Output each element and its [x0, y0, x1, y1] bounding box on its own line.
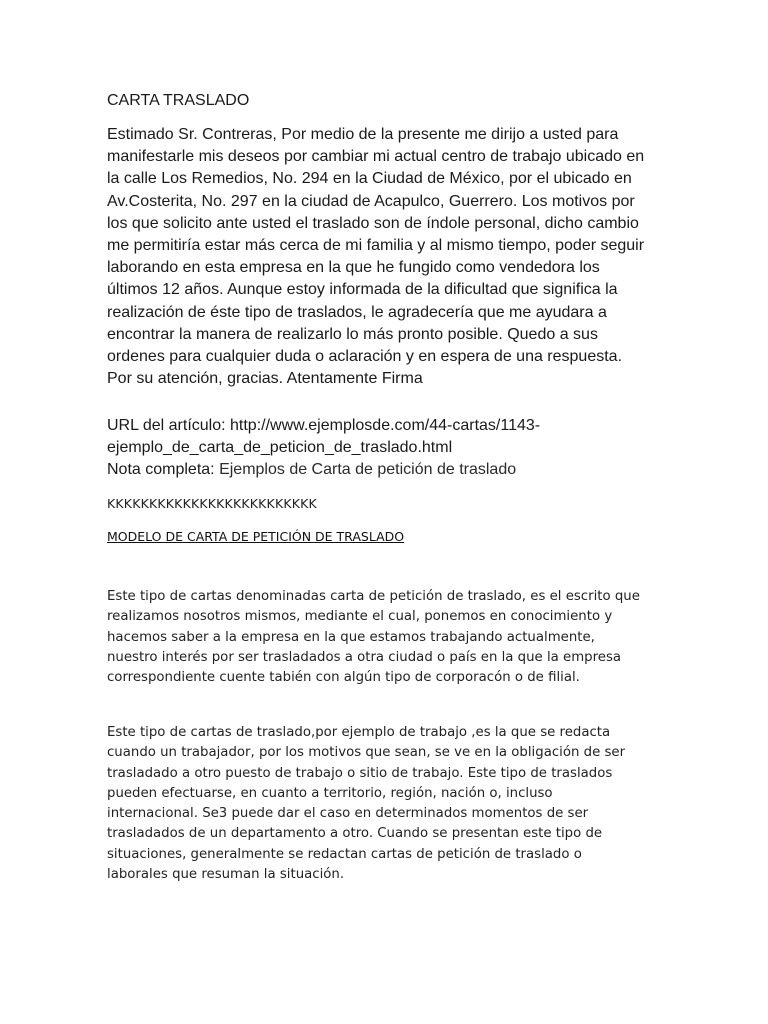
letter-line: ordenes para cualquier duda o aclaración y en espera de una respuesta.	[107, 348, 623, 366]
letter-line: Por su atención, gracias. Atentamente Firma	[107, 370, 423, 388]
letter-line: encontrar la manera de realizarlo lo más pronto posible. Quedo a sus	[107, 325, 598, 343]
paragraph-line: hacemos saber a la empresa en la que estamos trabajando actualmente,	[107, 629, 595, 645]
paragraph-line: internacional. Se3 puede dar el caso en determinados momentos de ser	[107, 806, 589, 822]
k-line: KKKKKKKKKKKKKKKKKKKKKKKKK	[107, 496, 317, 511]
nota-link[interactable]: Ejemplos de Carta de petición de traslado	[219, 461, 517, 478]
letter-body	[107, 124, 667, 390]
letter-line: últimos 12 años. Aunque estoy informada de la dificultad que significa la	[107, 281, 618, 299]
section-heading: MODELO DE CARTA DE PETICIÓN DE TRASLADO	[107, 529, 405, 544]
paragraph-line: Este tipo de cartas de traslado,por ejemplo de trabajo ,es la que se redacta	[107, 725, 611, 740]
paragraph-line: Este tipo de cartas denominadas carta de petición de traslado, es el escrito que	[107, 589, 640, 604]
paragraph-line: trasladados de un departamento a otro. Cuando se presentan este tipo de	[107, 826, 603, 842]
paragraph-line: realizamos nosotros mismos, mediante el cual, ponemos en conocimiento y	[107, 609, 613, 625]
paragraph-line: correspondiente cuente tabién con algún tipo de corporacón o de filial.	[107, 670, 580, 686]
paragraph-line: trasladado a otro puesto de trabajo o sitio de trabajo. Este tipo de traslados	[107, 765, 613, 781]
letter-title: CARTA TRASLADO	[107, 92, 250, 109]
letter-line: manifestarle mis deseos por cambiar mi actual centro de trabajo ubicado en	[107, 148, 645, 166]
paragraph-1	[107, 587, 667, 688]
nota-label: Nota completa:	[107, 461, 220, 478]
article-url[interactable]	[107, 415, 540, 459]
letter-line: realización de éste tipo de traslados, le agradecería que me ayudara a	[107, 303, 607, 321]
letter-line: los que solicito ante usted el traslado son de índole personal, dicho cambio	[107, 214, 639, 232]
letter-line: me permitiría estar más cerca de mi familia y al mismo tiempo, poder seguir	[107, 237, 645, 255]
paragraph-2	[107, 723, 667, 885]
paragraph-line: situaciones, generalmente se redactan cartas de petición de traslado o	[107, 846, 582, 862]
paragraph-line: laborales que resuman la situación.	[107, 867, 345, 883]
url-line[interactable]: ejemplo_de_carta_de_peticion_de_traslado.html	[107, 439, 453, 457]
letter-line: laborando en esta empresa en la que he fungido como vendedora los	[107, 259, 600, 277]
letter-line: la calle Los Remedios, No. 294 en la Ciudad de México, por el ubicado en	[107, 170, 632, 188]
nota-completa	[107, 459, 516, 481]
letter-line: Estimado Sr. Contreras, Por medio de la presente me dirijo a usted para	[107, 126, 619, 143]
paragraph-line: pueden efectuarse, en cuanto a territorio, región, nación o, incluso	[107, 785, 553, 801]
letter-line: Av.Costerita, No. 297 en la ciudad de Acapulco, Guerrero. Los motivos por	[107, 192, 635, 210]
paragraph-line: cuando un trabajador, por los motivos que sean, se ve en la obligación de ser	[107, 745, 626, 761]
paragraph-line: nuestro interés por ser trasladados a otra ciudad o país en la que la empresa	[107, 649, 622, 665]
url-line[interactable]: URL del artículo: http://www.ejemplosde.com/44-cartas/1143-	[107, 417, 541, 434]
